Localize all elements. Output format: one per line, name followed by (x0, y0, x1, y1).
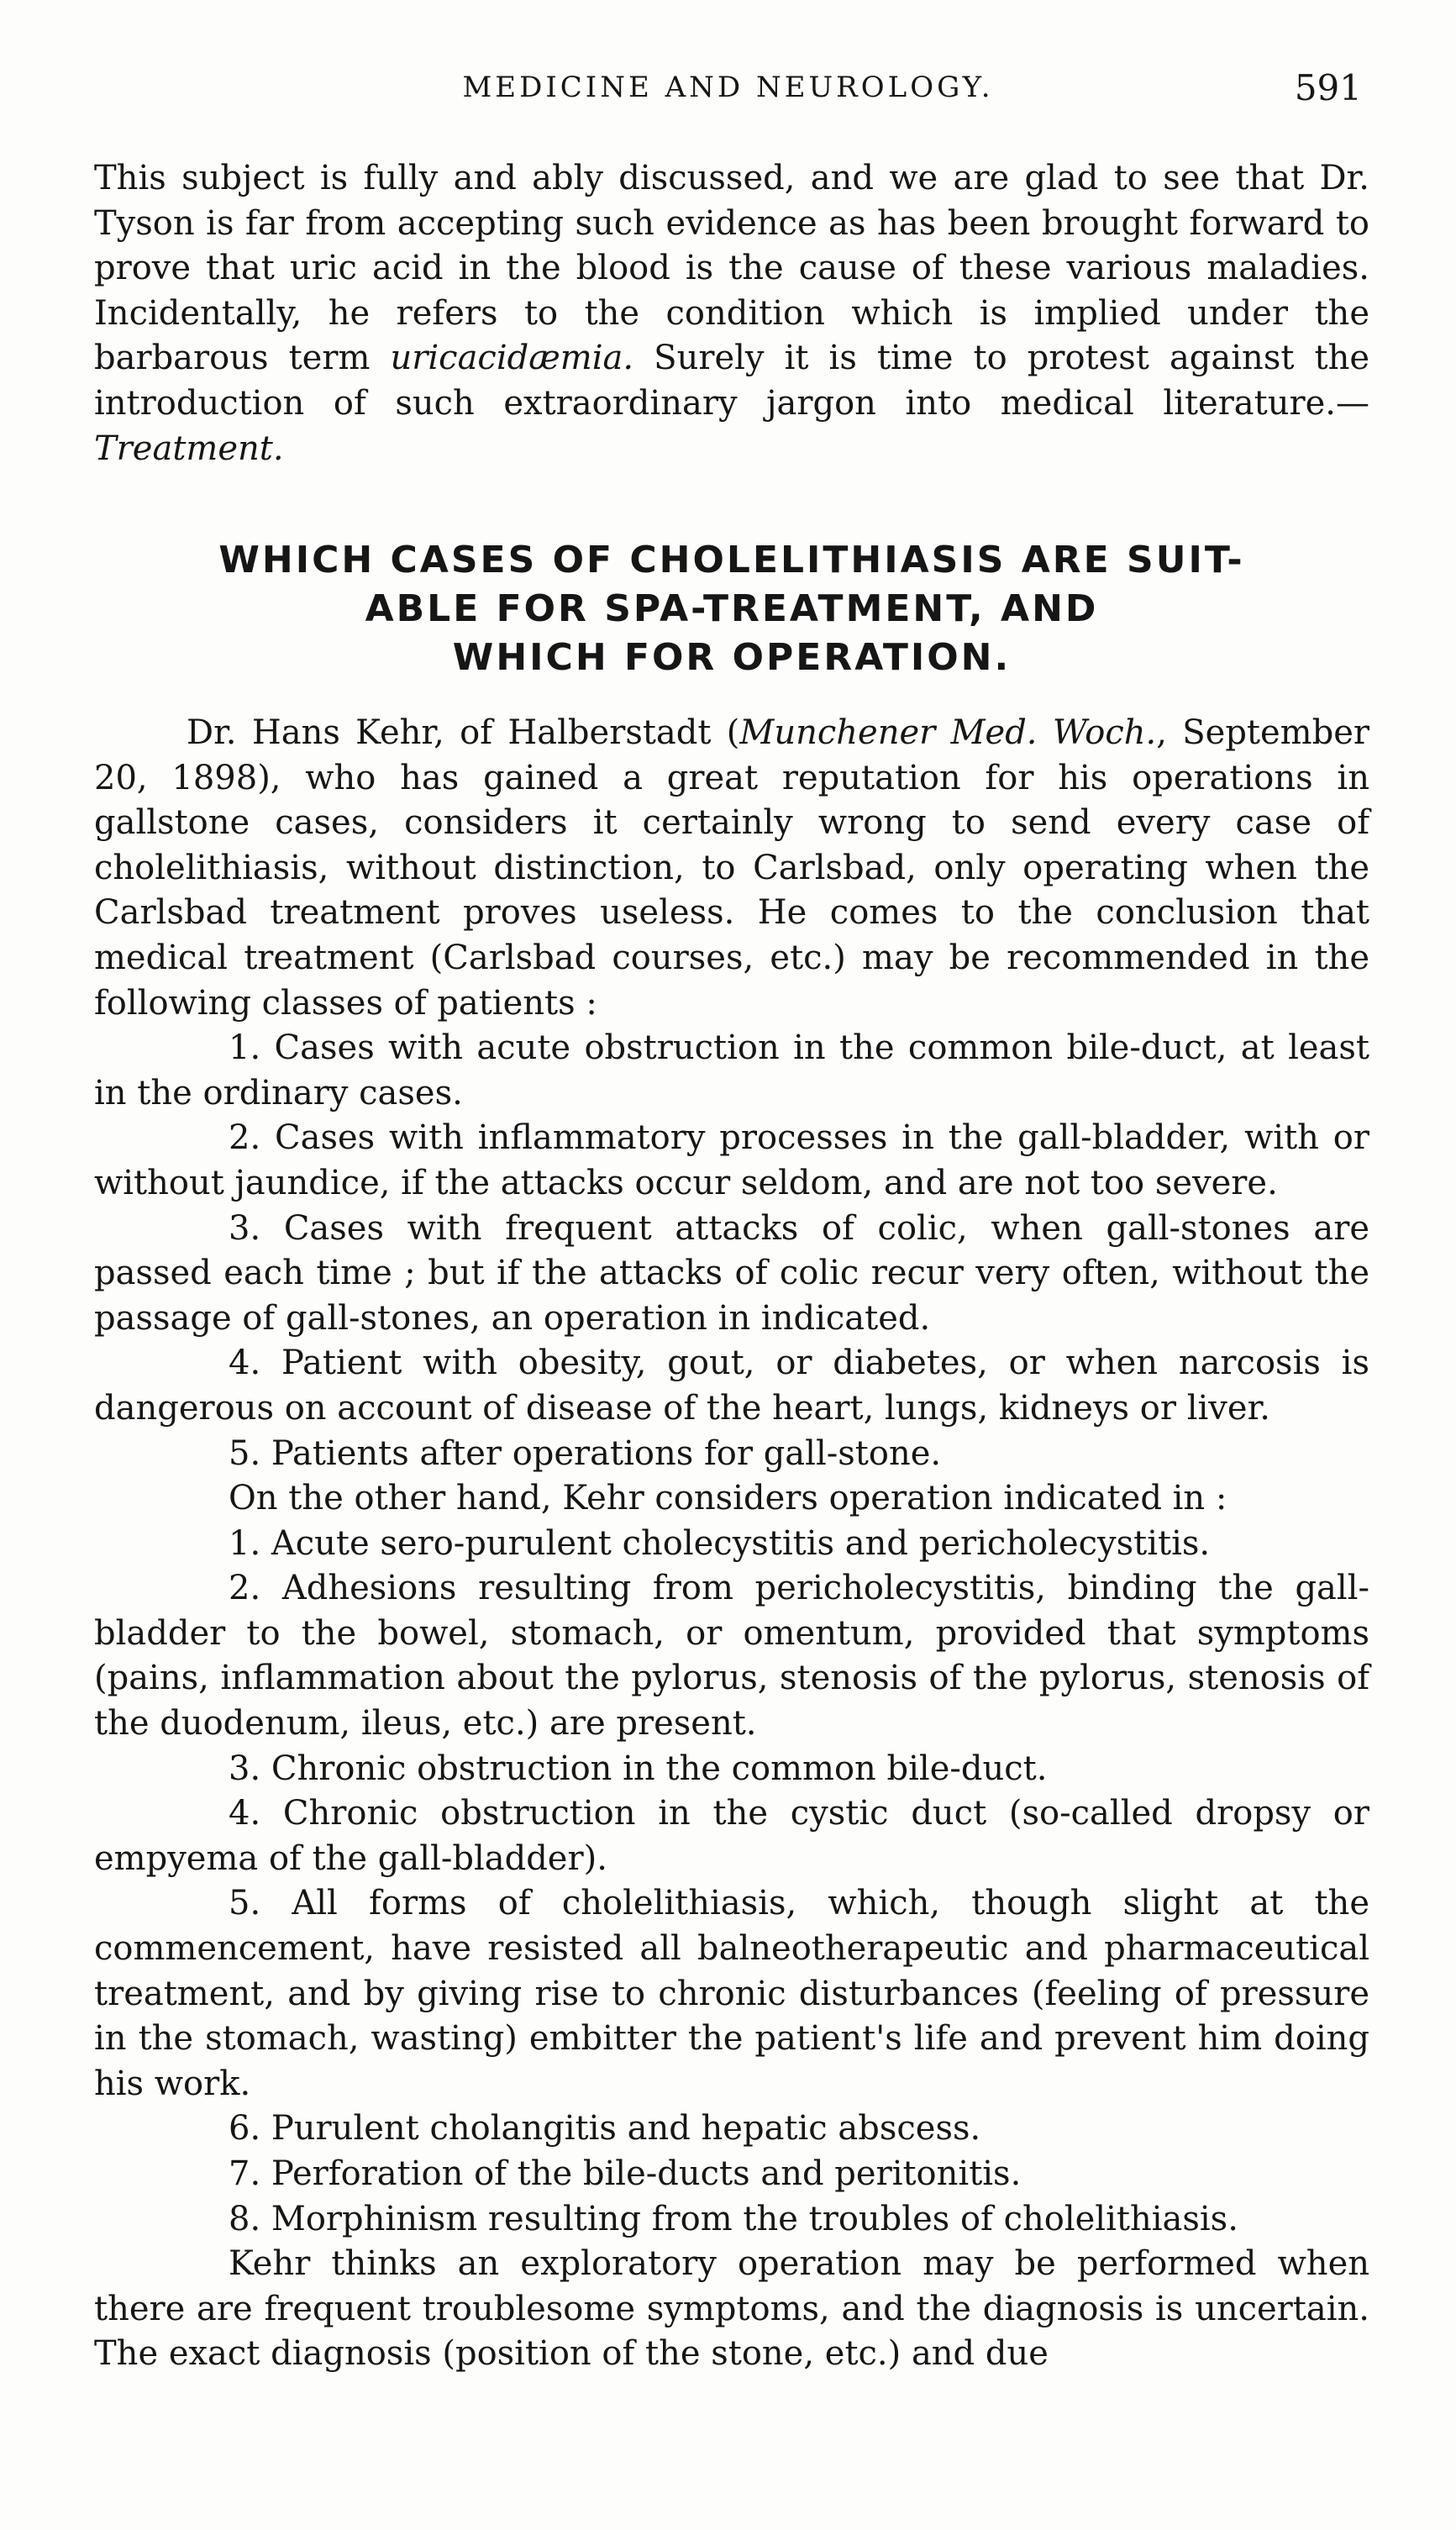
spa-case-item: 3. Cases with frequent attacks of colic, when gall-stones are passed each time ; but if the attacks of colic recur very often, without the passage of gall-stones, an operation in indicated. (94, 1208, 1369, 1338)
spa-case-item: 5. Patients after operations for gall-stone. (229, 1433, 942, 1473)
operation-case-item: 2. Adhesions resulting from pericholecystitis, binding the gall-bladder to the bowel, stomach, or omentum, provided that symptoms (pains, inflammation about the pylorus, stenosis of the pylorus, stenosis of the duodenum, ileus, etc.) are present. (94, 1569, 1369, 1744)
intro-text-1: This subject is fully and ably discussed, and we are glad to see that Dr. Tyson is far from accepting such evidence as has been brought forward to prove that uric acid in the blood is the cause of these various maladies. Incidentally, he refers to the condition which is implied under the barbarous term (94, 159, 1369, 378)
operation-case-item: 7. Perforation of the bile-ducts and peritonitis. (229, 2154, 1022, 2193)
closing-paragraph: Kehr thinks an exploratory operation may be performed when there are frequent troublesome symptoms, and the diagnosis is uncertain. The exact diagnosis (position of the stone, etc.) and due (94, 2244, 1369, 2374)
intro-source: Treatment. (94, 429, 284, 468)
article-title-line: WHICH FOR OPERATION. (452, 636, 1012, 679)
intro-term: uricacidæmia. (390, 339, 634, 378)
operation-case-item: 5. All forms of cholelithiasis, which, though slight at the commencement, have resisted all balneotherapeutic and pharmaceutical treatment, and by giving rise to chronic disturbances (feeling of pressure in the stomach, wasting) embitter the patient's life and prevent him doing his work. (94, 1884, 1369, 2103)
running-head-title: MEDICINE AND NEUROLOGY. (462, 71, 994, 104)
intro-text-2: Surely it is time to protest against the introduction of such extraordinary jargon into medical literature.— (94, 339, 1370, 423)
operation-case-item: 8. Morphinism resulting from the troubles of cholelithiasis. (229, 2199, 1238, 2238)
operation-case-item: 3. Chronic obstruction in the common bile-duct. (229, 1749, 1048, 1788)
paragraph-text: Dr. Hans Kehr, of Halberstadt ( (187, 713, 740, 752)
paragraph-text: , September 20, 1898), who has gained a great reputation for his operations in gallstone cases, considers it certainly wrong to send every case of cholelithiasis, without distinction, to Carlsbad, only operating when the Carlsbad treatment proves useless. He comes to the conclusion that medical treatment (Carlsbad courses, etc.) may be recommended in the following classes of patients : (94, 713, 1369, 1023)
spa-case-item: 2. Cases with inflammatory processes in the gall-bladder, with or without jaundice, if the attacks occur seldom, and are not too severe. (94, 1118, 1369, 1202)
article-paragraph (94, 711, 1369, 1026)
operation-intro: On the other hand, Kehr considers operation indicated in : (229, 1479, 1227, 1518)
spa-case-item: 4. Patient with obesity, gout, or diabetes, or when narcosis is dangerous on account of disease of the heart, lungs, kidneys or liver. (94, 1344, 1369, 1428)
operation-case-item: 1. Acute sero-purulent cholecystitis and pericholecystitis. (229, 1523, 1211, 1563)
intro-paragraph (94, 156, 1369, 471)
article-title-line: WHICH CASES OF CHOLELITHIASIS ARE SUIT- (218, 539, 1245, 581)
spa-case-item: 1. Cases with acute obstruction in the common bile-duct, at least in the ordinary cases. (94, 1028, 1369, 1112)
article (94, 536, 1369, 2377)
article-title-line: ABLE FOR SPA-TREATMENT, AND (365, 587, 1099, 630)
operation-case-item: 6. Purulent cholangitis and hepatic abscess. (229, 2109, 981, 2149)
running-head (94, 67, 1362, 121)
page-number: 591 (1294, 67, 1362, 108)
article-title (94, 536, 1369, 682)
journal-name: Munchener Med. Woch. (739, 713, 1157, 752)
intro-paragraph-block (94, 156, 1369, 471)
operation-case-item: 4. Chronic obstruction in the cystic duct (so-called dropsy or empyema of the gall-bladder). (94, 1794, 1369, 1878)
